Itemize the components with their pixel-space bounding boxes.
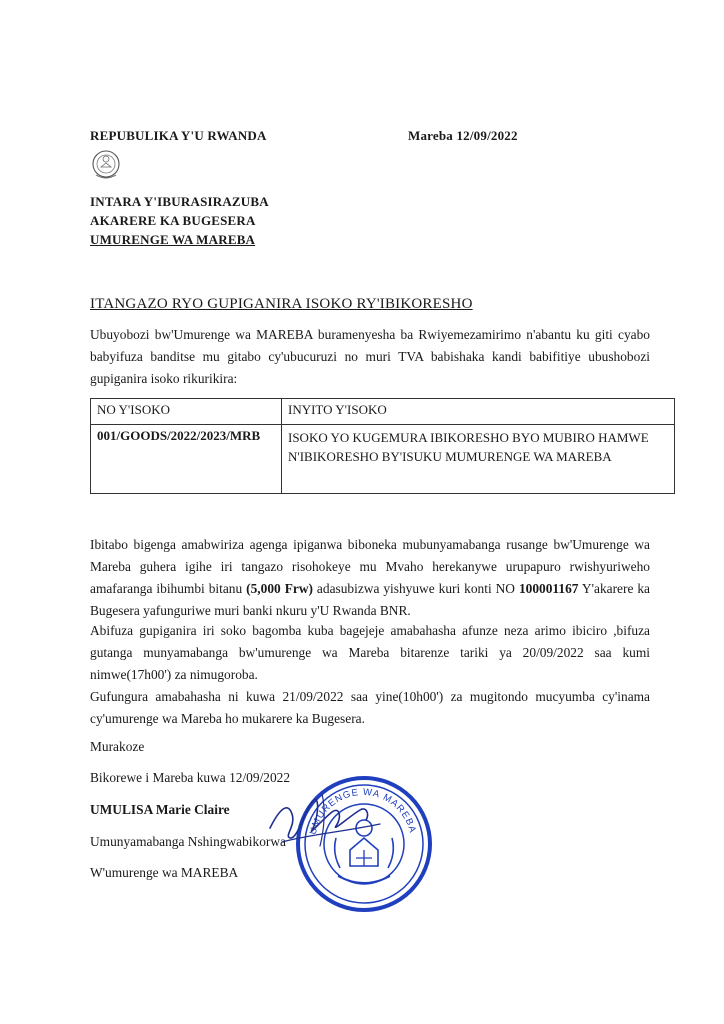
signature-icon: [262, 780, 392, 850]
fee-amount: (5,000 Frw): [246, 581, 313, 596]
intro-paragraph: Ubuyobozi bw'Umurenge wa MAREBA buramenyesha ba Rwiyemezamirimo n'abantu ku giti cyabo babyifuza banditse mu gitabo cy'ubucuruzi no muri TVA babishaka kandi babifitiye ubushobozi gupiganira isoko rikurikira:: [90, 327, 650, 386]
documents-text-1: Ibitabo bigenga amabwiriza agenga ipiganwa biboneka mubunyamabanga rusange bw'Umurenge wa Mareba guhera igihe iri tangazo risohokeye mu Mvaho herekanywe urupapuro rwishyuriweho amafaranga ibihumbi bitanu: [90, 537, 650, 596]
documents-text-2: adasubizwa yishyuwe kuri konti NO: [312, 581, 519, 596]
table-header-row: [91, 399, 675, 425]
signatory-org: W'umurenge wa MAREBA: [90, 865, 239, 880]
tender-description-cell: ISOKO YO KUGEMURA IBIKORESHO BYO MUBIRO HAMWE N'IBIKORESHO BY'ISUKU MUMURENGE WA MAREBA: [282, 425, 675, 494]
table-header-cell: NO Y'ISOKO: [91, 399, 282, 425]
documents-paragraph: [90, 534, 650, 622]
sector-heading: UMURENGE WA MAREBA: [90, 232, 256, 247]
closing-text: Murakoze: [90, 739, 145, 754]
district-heading: AKARERE KA BUGESERA: [90, 213, 256, 228]
notice-title: ITANGAZO RYO GUPIGANIRA ISOKO RY'IBIKORESHO: [90, 296, 473, 312]
documents-text-3: Y'akarere ka Bugesera yafunguriwe muri banki nkuru y'U Rwanda BNR.: [90, 581, 650, 618]
stamp-text: UMURENGE WA MAREBA: [307, 786, 418, 836]
republic-heading: REPUBULIKA Y'U RWANDA: [90, 128, 267, 143]
rwanda-seal-icon: [90, 148, 122, 184]
opening-paragraph: Gufungura amabahasha ni kuwa 21/09/2022 saa yine(10h00') za mugitondo mucyumba cy'inama cy'umurenge wa Mareba ho mukarere ka Bugesera.: [90, 689, 650, 726]
signatory-role: Umunyamabanga Nshingwabikorwa: [90, 834, 286, 849]
signed-at-text: Bikorewe i Mareba kuwa 12/09/2022: [90, 770, 291, 785]
province-heading: INTARA Y'IBURASIRAZUBA: [90, 194, 269, 209]
submission-paragraph: Abifuza gupiganira iri soko bagomba kuba bagejeje amabahasha afunze neza arimo ibiciro ,bifuza gutanga munyamabanga bw'umurenge wa Mareba bitarenze tariki ya 20/09/2022 saa kumi nimwe(17h00') za nimugoroba.: [90, 623, 650, 682]
tender-number-cell: 001/GOODS/2022/2023/MRB: [91, 425, 282, 494]
account-number: 100001167: [518, 581, 579, 596]
signatory-name: UMULISA Marie Claire: [90, 802, 230, 817]
tender-table: [90, 398, 675, 494]
document-date: Mareba 12/09/2022: [408, 128, 518, 143]
table-row: [91, 425, 675, 494]
table-header-cell: INYITO Y'ISOKO: [282, 399, 675, 425]
